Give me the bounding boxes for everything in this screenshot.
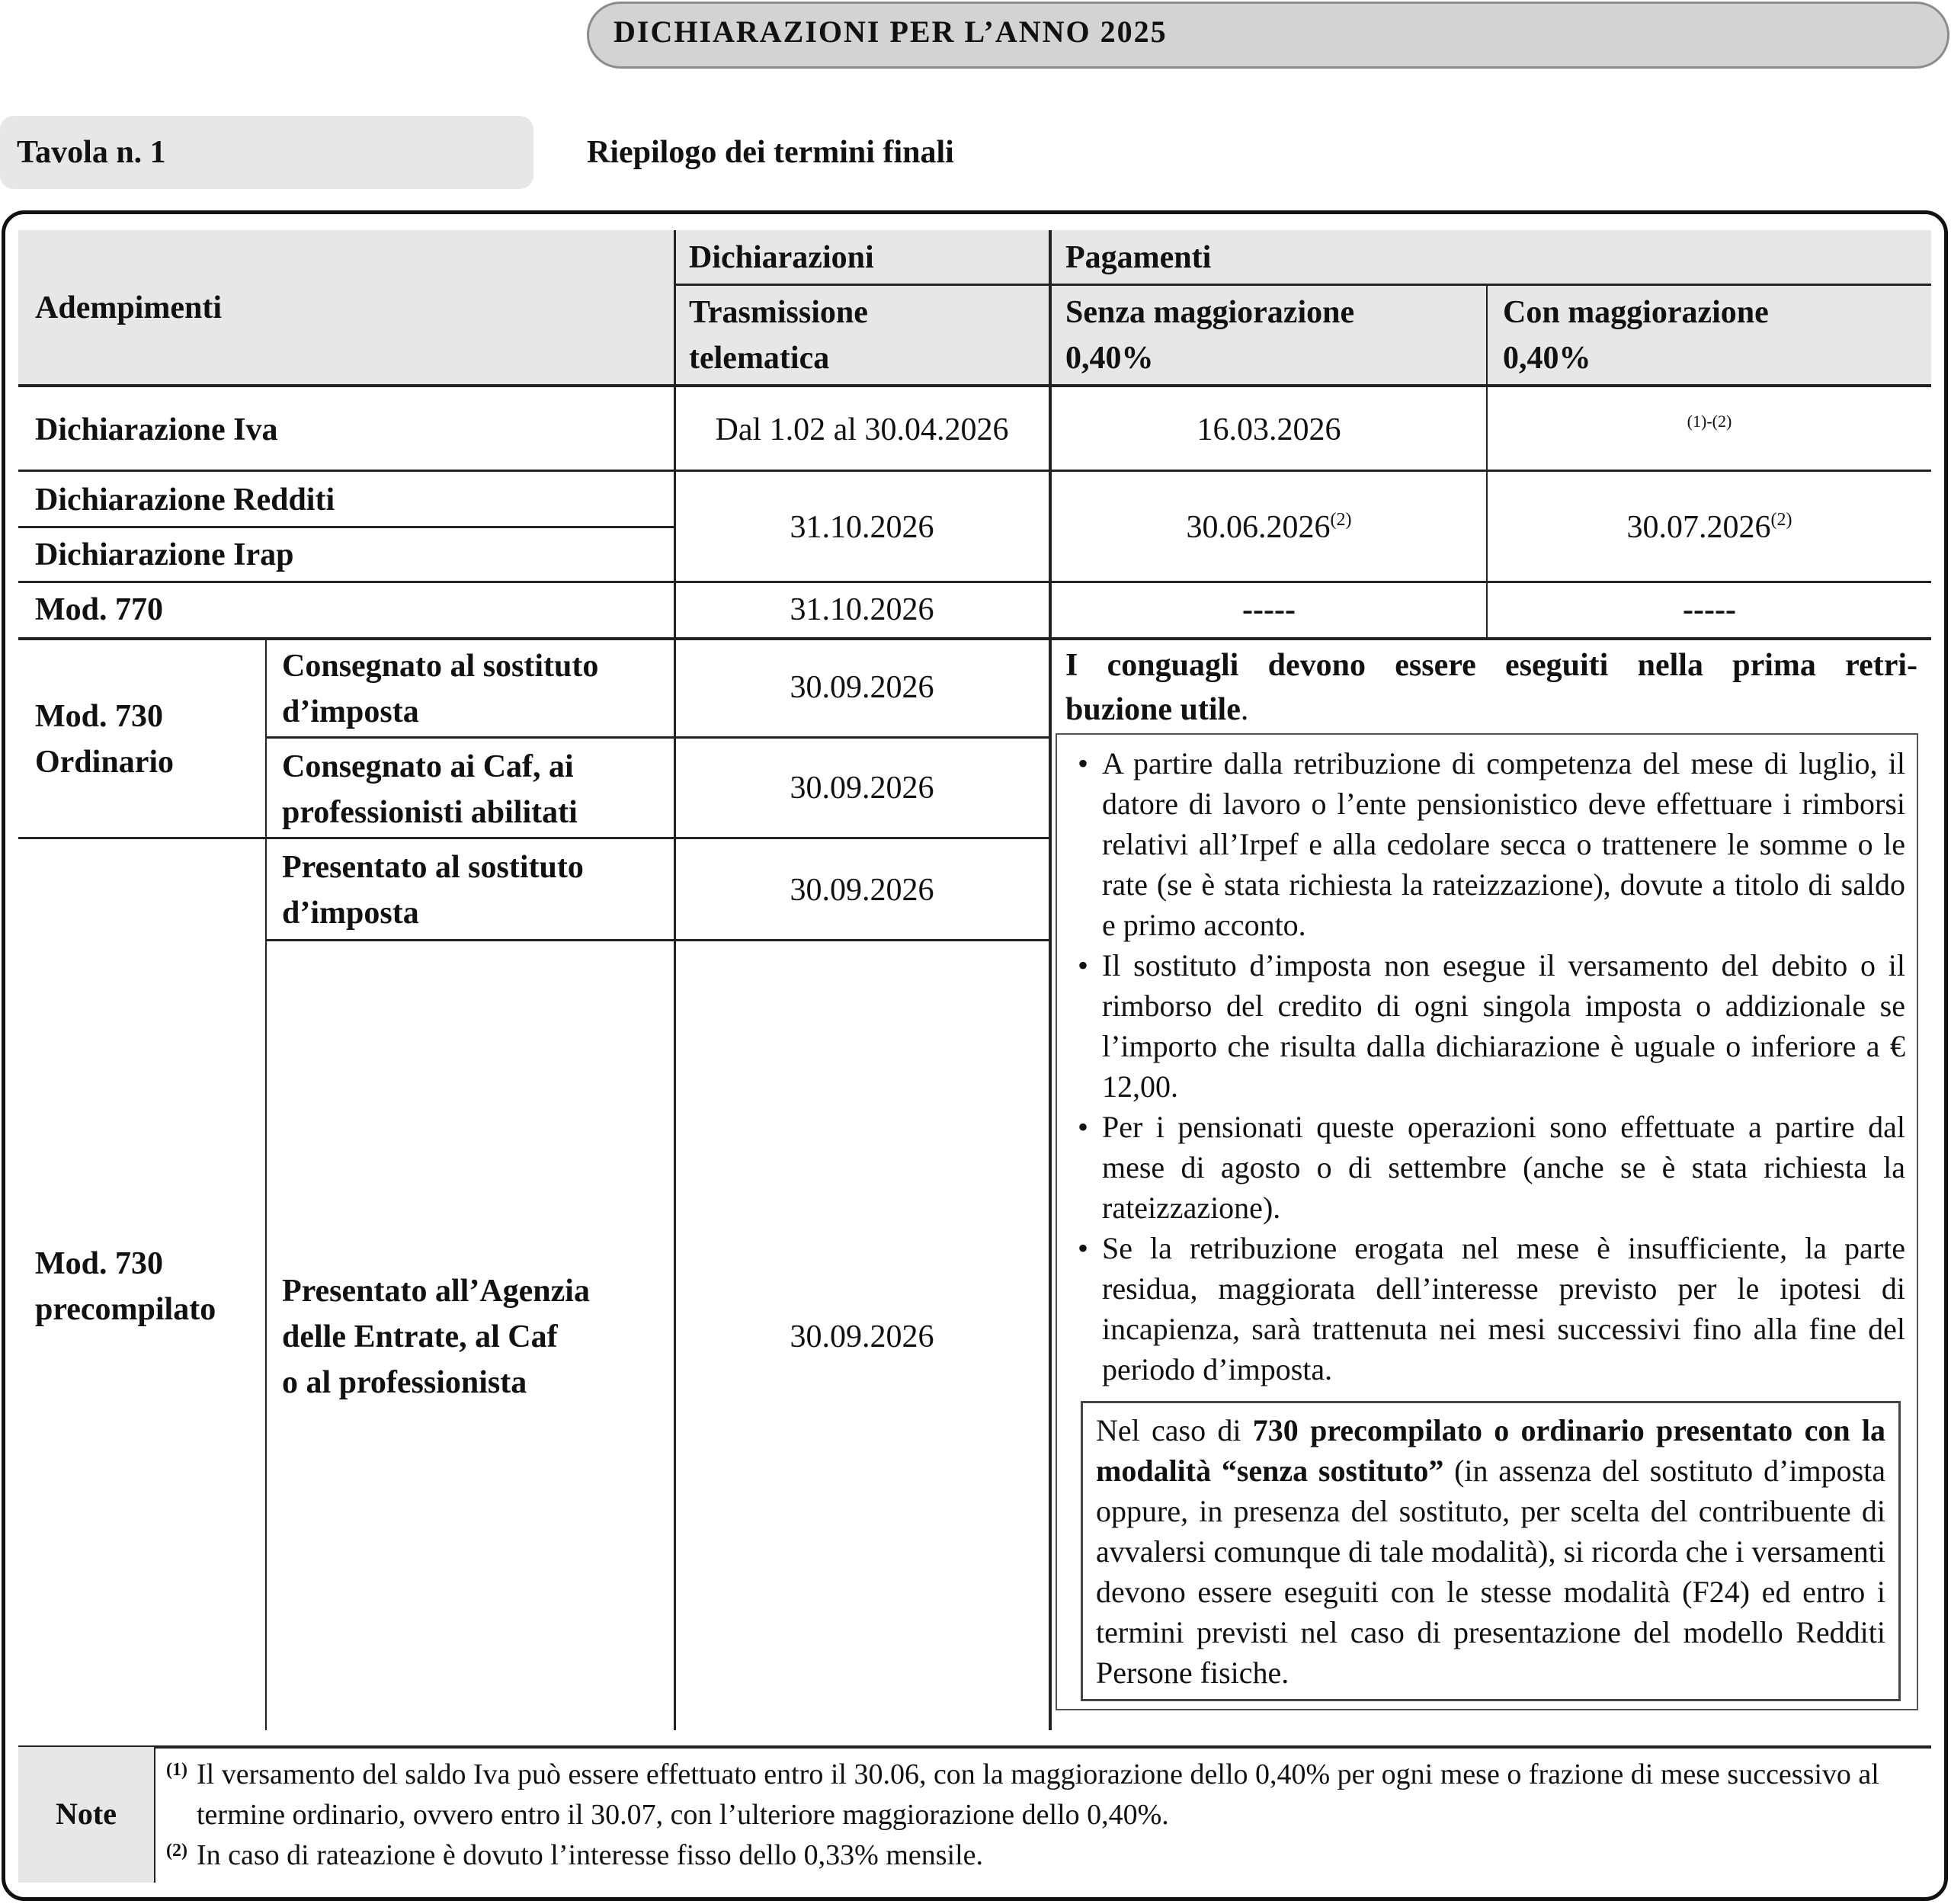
divider xyxy=(265,736,1050,739)
row-label-mod730-ordinario xyxy=(35,694,174,785)
bullet-item: • A partire dalla retribuzione di competenza del mese di luglio, il datore di lavoro o l’ente pensionistico deve effettuare i rimborsi relativi all’Irpef e alla cedolare secca o trattenere le somme o le rate (se è stata richiesta la rateizzazione), dovute a titolo di saldo e primo acconto. xyxy=(1075,743,1905,945)
conguagli-headline-line2-text: buzione utile xyxy=(1065,692,1241,727)
page-title: DICHIARAZIONI PER L’ANNO 2025 xyxy=(613,14,1168,49)
column-header-senza-line1: Senza maggiorazione xyxy=(1065,295,1355,330)
mod730-precompilato-line1: Mod. 730 xyxy=(35,1246,163,1281)
bullet-item: • Il sostituto d’imposta non esegue il versamento del debito o il rimborso del credito di ogni singola imposta o addizionale se l’importo che risulta dalla dichiarazione è uguale o inferiore a € 12,00. xyxy=(1075,945,1905,1107)
sub-row-label-line3: o al professionista xyxy=(282,1365,527,1400)
note-marker: (2) xyxy=(166,1841,187,1861)
divider xyxy=(674,284,1931,286)
column-header-dichiarazioni: Dichiarazioni xyxy=(689,240,874,275)
note-item xyxy=(166,1755,1934,1835)
divider xyxy=(18,526,674,528)
column-header-senza-line2: 0,40% xyxy=(1065,341,1154,376)
notes-list xyxy=(166,1755,1934,1876)
senza-sostituto-bold: 730 precompilato o ordinario presentato con la modalità “senza sostituto” xyxy=(1096,1413,1885,1488)
notes-label: Note xyxy=(56,1797,117,1831)
conguagli-headline xyxy=(1065,643,1917,732)
sub-row-trasmissione: 30.09.2026 xyxy=(790,771,934,806)
row-label-redditi: Dichiarazione Redditi xyxy=(35,482,335,518)
note-text: Il versamento del saldo Iva può essere effettuato entro il 30.06, con la maggiorazione dello 0,40% per ogni mese o frazione di mese successivo al termine ordinario, ovvero entro il 30.07, con l’ulteriore maggiorazione dello 0,40%. xyxy=(197,1758,1879,1831)
footnote-ref: (2) xyxy=(1770,510,1792,530)
sub-row-trasmissione: 30.09.2026 xyxy=(790,670,934,705)
mod770-con-maggiorazione: ----- xyxy=(1683,592,1736,627)
sub-row-label xyxy=(282,1268,590,1406)
conguagli-headline-line2 xyxy=(1065,688,1917,732)
senza-sostituto-text xyxy=(1096,1410,1885,1693)
conguagli-bullet-list xyxy=(1075,743,1905,1390)
sub-row-label-line1: Presentato all’Agenzia xyxy=(282,1274,590,1309)
sub-row-label xyxy=(282,845,584,936)
redditi-irap-con-value: 30.07.2026 xyxy=(1626,510,1771,545)
sub-row-trasmissione: 30.09.2026 xyxy=(790,1319,934,1354)
iva-con-maggiorazione-note: (1)-(2) xyxy=(1687,412,1732,431)
iva-trasmissione: Dal 1.02 al 30.04.2026 xyxy=(715,412,1009,447)
row-label-irap: Dichiarazione Irap xyxy=(35,537,294,572)
sub-row-label-line1: Consegnato al sostituto xyxy=(282,649,599,684)
column-header-adempimenti: Adempimenti xyxy=(35,290,222,325)
mod730-precompilato-line2: precompilato xyxy=(35,1292,216,1327)
column-header-con-line1: Con maggiorazione xyxy=(1503,295,1769,330)
mod770-trasmissione: 31.10.2026 xyxy=(790,592,934,627)
sub-row-label-line2: d’imposta xyxy=(282,694,419,729)
sub-row-label-line1: Consegnato ai Caf, ai xyxy=(282,749,574,784)
senza-sostituto-pre: Nel caso di xyxy=(1096,1413,1253,1447)
sub-row-label-line1: Presentato al sostituto xyxy=(282,850,584,885)
table-label: Tavola n. 1 xyxy=(17,135,166,170)
row-label-mod730-precompilato xyxy=(35,1241,216,1332)
sub-row-trasmissione: 30.09.2026 xyxy=(790,873,934,908)
note-marker: (1) xyxy=(166,1760,187,1780)
sub-row-label-line2: d’imposta xyxy=(282,896,419,931)
sub-row-label-line2: delle Entrate, al Caf xyxy=(282,1319,558,1354)
divider xyxy=(18,637,1931,640)
footnote-ref: (2) xyxy=(1330,510,1352,530)
divider xyxy=(674,230,676,1730)
redditi-irap-con-maggiorazione xyxy=(1488,505,1931,550)
divider xyxy=(265,939,1050,941)
conguagli-headline-period: . xyxy=(1240,692,1249,727)
column-header-con-line2: 0,40% xyxy=(1503,341,1591,376)
mod770-senza-maggiorazione: ----- xyxy=(1242,592,1296,627)
divider xyxy=(18,470,1931,472)
row-label-mod770: Mod. 770 xyxy=(35,592,163,627)
divider xyxy=(265,639,267,1730)
divider xyxy=(18,1745,1931,1749)
iva-senza-maggiorazione: 16.03.2026 xyxy=(1197,412,1341,447)
bullet-item: • Per i pensionati queste operazioni sono effettuate a partire dal mese di agosto o di settembre (anche se è stata richiesta la rateizzazione). xyxy=(1075,1107,1905,1228)
divider xyxy=(18,837,1050,839)
mod730-ordinario-line1: Mod. 730 xyxy=(35,699,163,734)
table-title: Riepilogo dei termini finali xyxy=(587,135,954,170)
conguagli-headline-line1: I conguagli devono essere eseguiti nella prima retri- xyxy=(1065,648,1917,683)
note-text: In caso di rateazione è dovuto l’interesse fisso dello 0,33% mensile. xyxy=(197,1839,984,1871)
note-item xyxy=(166,1835,1934,1876)
redditi-irap-senza-value: 30.06.2026 xyxy=(1186,510,1331,545)
bullet-item: • Se la retribuzione erogata nel mese è insufficiente, la parte residua, maggiorata dell’interesse previsto per le ipotesi di incapienza, sarà trattenuta nei mesi successivi fino alla fine del periodo d’imposta. xyxy=(1075,1228,1905,1390)
sub-row-label xyxy=(282,643,598,735)
row-label-iva: Dichiarazione Iva xyxy=(35,412,278,447)
divider xyxy=(154,1747,155,1883)
divider xyxy=(18,581,1931,583)
column-header-con-maggiorazione xyxy=(1503,290,1769,381)
redditi-irap-senza-maggiorazione xyxy=(1052,505,1486,550)
column-header-senza-maggiorazione xyxy=(1065,290,1354,381)
senza-sostituto-post: (in assenza del sostituto d’imposta oppure, in presenza del sostituto, per scelta del contribuente di avvalersi comunque di tale modalità), si ricorda che i versamenti devono essere eseguiti con le stesse modalità (F24) ed entro i termini previsti nel caso di presentazione del modello Redditi Persone fisiche. xyxy=(1096,1454,1885,1690)
divider xyxy=(18,384,1931,387)
column-header-pagamenti: Pagamenti xyxy=(1065,240,1212,275)
divider xyxy=(1486,284,1488,639)
redditi-irap-trasmissione: 31.10.2026 xyxy=(790,510,934,545)
column-header-trasmissione-line2: telematica xyxy=(689,341,830,376)
column-header-trasmissione-line1: Trasmissione xyxy=(689,295,868,330)
column-header-trasmissione xyxy=(689,290,868,381)
mod730-ordinario-line2: Ordinario xyxy=(35,745,175,780)
sub-row-label xyxy=(282,744,578,835)
divider xyxy=(1049,230,1052,1730)
sub-row-label-line2: professionisti abilitati xyxy=(282,795,578,830)
